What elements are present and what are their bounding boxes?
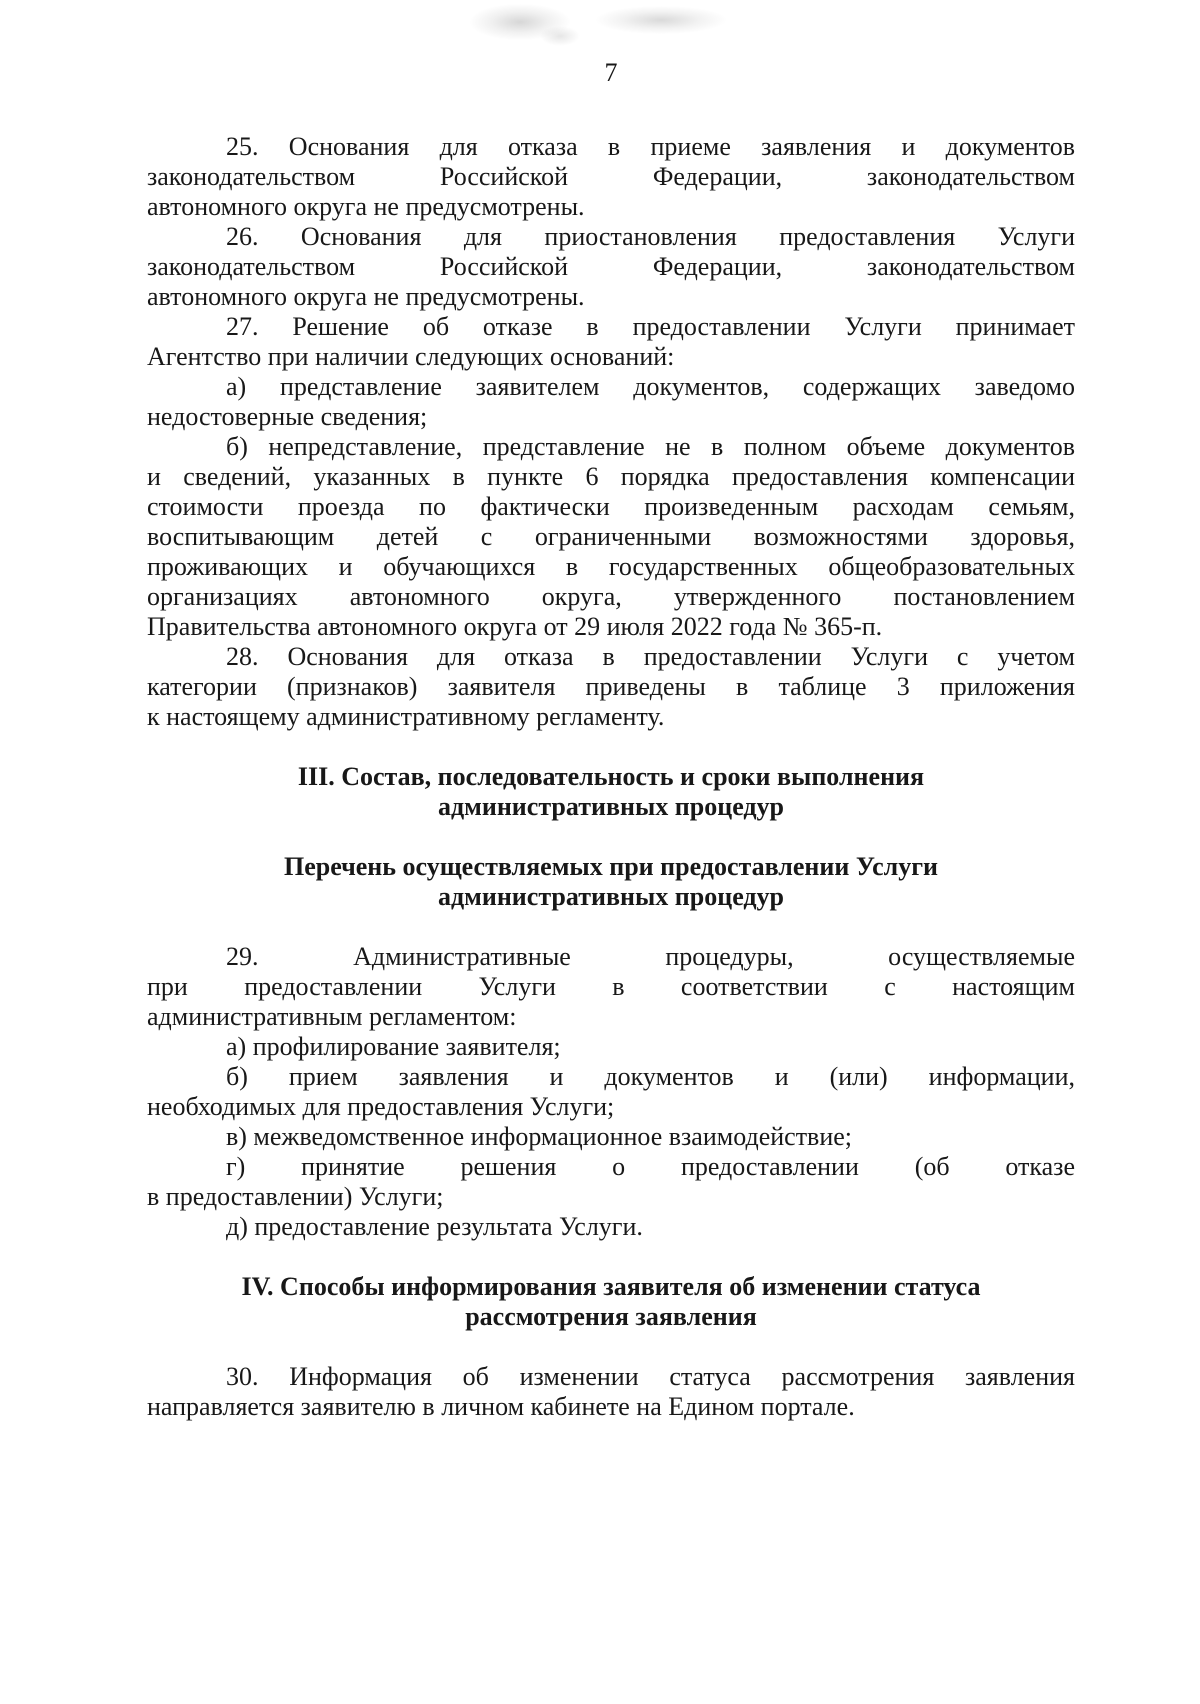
text-line: 29. Административные процедуры, осуществляемые	[226, 942, 1075, 971]
paragraph-25	[147, 132, 1075, 222]
text-line: г) принятие решения о предоставлении (об отказе	[226, 1152, 1075, 1181]
scan-artifact	[596, 6, 726, 34]
text-line: б) непредставление, представление не в полном объеме документов	[226, 432, 1075, 461]
spacer	[147, 732, 1075, 762]
heading-line: рассмотрения заявления	[465, 1302, 757, 1331]
text-line: 25. Основания для отказа в приеме заявления и документов	[226, 132, 1075, 161]
text-line: в предоставлении) Услуги;	[147, 1182, 444, 1211]
text-line: воспитывающим детей с ограниченными возможностями здоровья,	[147, 522, 1075, 551]
subitem-b	[147, 1062, 1075, 1122]
scan-artifact	[540, 26, 580, 46]
text-line: законодательством Российской Федерации, законодательством	[147, 252, 1075, 281]
heading-line: III. Состав, последовательность и сроки выполнения	[297, 762, 925, 791]
text-line: 27. Решение об отказе в предоставлении Услуги принимает	[226, 312, 1075, 341]
heading-line: административных процедур	[437, 792, 785, 821]
subitem-g	[147, 1152, 1075, 1212]
subitem-a	[147, 1032, 1075, 1062]
subitem-a	[147, 372, 1075, 432]
paragraph-27	[147, 312, 1075, 642]
text-line: стоимости проезда по фактически произведенным расходам семьям,	[147, 492, 1075, 521]
section-heading-4	[147, 1272, 1075, 1332]
text-line: направляется заявителю в личном кабинете на Едином портале.	[147, 1392, 855, 1421]
heading-line: административных процедур	[437, 882, 785, 911]
text-line: проживающих и обучающихся в государственных общеобразовательных	[147, 552, 1075, 581]
heading-line: Перечень осуществляемых при предоставлении Услуги	[283, 852, 939, 881]
text-line: 28. Основания для отказа в предоставлении Услуги с учетом	[226, 642, 1075, 671]
subitem-d	[147, 1212, 1075, 1242]
text-line: законодательством Российской Федерации, законодательством	[147, 162, 1075, 191]
text-line: недостоверные сведения;	[147, 402, 428, 431]
text-line: категории (признаков) заявителя приведены в таблице 3 приложения	[147, 672, 1075, 701]
text-line: 26. Основания для приостановления предоставления Услуги	[226, 222, 1075, 251]
text-line: к настоящему административному регламенту.	[147, 702, 665, 731]
spacer	[147, 1242, 1075, 1272]
text-line: б) прием заявления и документов и (или) информации,	[226, 1062, 1075, 1091]
paragraph-28	[147, 642, 1075, 732]
paragraph-29	[147, 942, 1075, 1242]
text-line: Правительства автономного округа от 29 июля 2022 года № 365-п.	[147, 612, 883, 641]
text-line: д) предоставление результата Услуги.	[226, 1212, 643, 1241]
text-line: организациях автономного округа, утвержденного постановлением	[147, 582, 1075, 611]
spacer	[147, 912, 1075, 942]
subitem-b	[147, 432, 1075, 642]
page-number: 7	[604, 58, 618, 87]
text-line: 30. Информация об изменении статуса рассмотрения заявления	[226, 1362, 1075, 1391]
document-body	[147, 132, 1075, 1422]
subsection-heading	[147, 852, 1075, 912]
text-line: а) профилирование заявителя;	[226, 1032, 561, 1061]
text-line: и сведений, указанных в пункте 6 порядка предоставления компенсации	[147, 462, 1075, 491]
section-heading-3	[147, 762, 1075, 822]
paragraph-26	[147, 222, 1075, 312]
spacer	[147, 822, 1075, 852]
text-line: автономного округа не предусмотрены.	[147, 282, 585, 311]
text-line: необходимых для предоставления Услуги;	[147, 1092, 615, 1121]
text-line: а) представление заявителем документов, содержащих заведомо	[226, 372, 1075, 401]
spacer	[147, 1332, 1075, 1362]
text-line: Агентство при наличии следующих оснований:	[147, 342, 675, 371]
text-line: административным регламентом:	[147, 1002, 517, 1031]
subitem-v	[147, 1122, 1075, 1152]
text-line: автономного округа не предусмотрены.	[147, 192, 585, 221]
text-line: в) межведомственное информационное взаимодействие;	[226, 1122, 853, 1151]
text-line: при предоставлении Услуги в соответствии с настоящим	[147, 972, 1075, 1001]
paragraph-30	[147, 1362, 1075, 1422]
heading-line: IV. Способы информирования заявителя об изменении статуса	[241, 1272, 981, 1301]
